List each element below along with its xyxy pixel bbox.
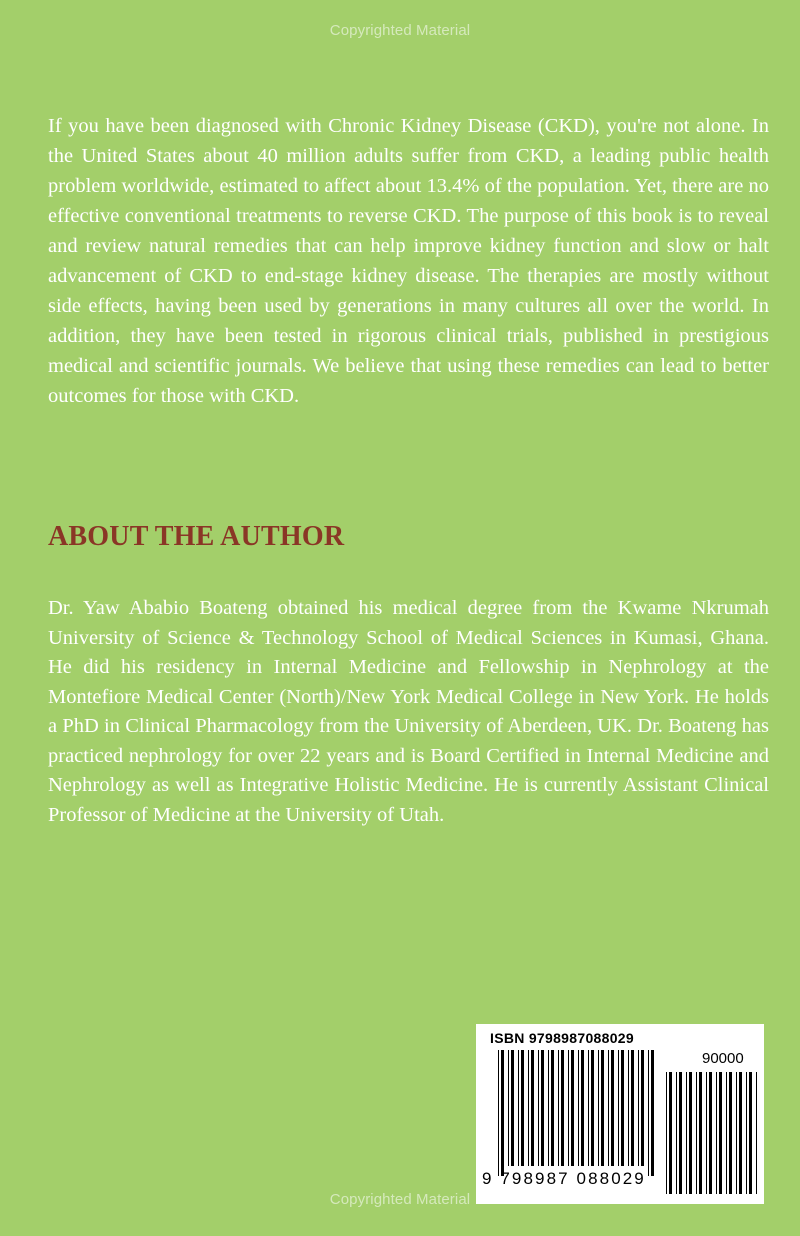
barcode-bar	[719, 1072, 722, 1194]
barcode-bar	[669, 1072, 672, 1194]
barcode-bar	[548, 1050, 549, 1166]
book-blurb: If you have been diagnosed with Chronic Kidney Disease (CKD), you're not alone. In the United States about 40 million adults suffer from CKD, a leading public health problem worldwide, estimated to affect about 13.4% of the population. Yet, there are no effective conventional treatments to reverse CKD. The purpose of this book is to reveal and review natural remedies that can help improve kidney function and slow or halt advancement of CKD to end-stage kidney disease. The therapies are mostly without side effects, having been used by generations in many cultures all over the world. In addition, they have been tested in rigorous clinical trials, published in prestigious medical and scientific journals. We believe that using these remedies can lead to better outcomes for those with CKD.	[48, 115, 769, 407]
barcode-bar	[628, 1050, 629, 1166]
barcode-bar	[648, 1050, 649, 1176]
barcode-bar	[736, 1072, 737, 1194]
barcode-bar	[641, 1050, 644, 1166]
author-bio: Dr. Yaw Ababio Boateng obtained his medical degree from the Kwame Nkrumah University of Science & Technology School of Medical Sciences in Kumasi, Ghana. He did his residency in Internal Medicine and Fellowship in Nephrology at the Montefiore Medical Center (North)/New York Medical College in New York. He holds a PhD in Clinical Pharmacology from the University of Aberdeen, UK. Dr. Boateng has practiced nephrology for over 22 years and is Board Certified in Internal Medicine and Nephrology as well as Integrative Holistic Medicine. He is currently Assistant Clinical Professor of Medicine at the University of Utah.	[48, 597, 769, 826]
barcode-bar	[538, 1050, 539, 1166]
barcode-bar	[666, 1072, 667, 1194]
barcode-bar	[638, 1050, 639, 1166]
barcode-bar	[558, 1050, 559, 1166]
barcode-bar	[528, 1050, 529, 1166]
barcode-bar	[709, 1072, 712, 1194]
barcode-bar	[726, 1072, 727, 1194]
barcode-bar	[611, 1050, 614, 1166]
barcode-bar	[686, 1072, 687, 1194]
barcode-bar	[598, 1050, 599, 1166]
barcode-bar	[518, 1050, 519, 1166]
barcode-bar	[608, 1050, 609, 1166]
barcode-bar	[591, 1050, 594, 1166]
barcode-bar	[541, 1050, 544, 1166]
barcode-bar	[588, 1050, 589, 1166]
barcode-bar	[568, 1050, 569, 1166]
barcode-bar	[746, 1072, 747, 1194]
barcode-bar	[531, 1050, 534, 1166]
barcode-bar	[651, 1050, 654, 1176]
barcode-bar	[508, 1050, 509, 1166]
isbn-digits: 9 798987 088029	[482, 1169, 646, 1188]
barcode-bar	[689, 1072, 692, 1194]
barcode-bar	[618, 1050, 619, 1166]
barcode-bar	[551, 1050, 554, 1166]
barcode-bar	[706, 1072, 707, 1194]
barcode-bar	[756, 1072, 757, 1194]
barcode-bar	[749, 1072, 752, 1194]
barcode-bar	[601, 1050, 604, 1166]
barcode-bar	[699, 1072, 702, 1194]
barcode-bar	[581, 1050, 584, 1166]
barcode-bar	[716, 1072, 717, 1194]
barcode-bar	[729, 1072, 732, 1194]
about-author-heading: ABOUT THE AUTHOR	[48, 521, 345, 552]
barcode-bar	[511, 1050, 514, 1166]
isbn-barcode	[476, 1024, 764, 1204]
barcode-bar	[621, 1050, 624, 1166]
barcode-bar	[521, 1050, 524, 1166]
copyright-watermark-top: Copyrighted Material	[329, 22, 471, 39]
barcode-bar	[501, 1050, 504, 1176]
price-code: 90000	[702, 1050, 744, 1067]
barcode-bar	[498, 1050, 499, 1176]
barcode-bar	[676, 1072, 677, 1194]
barcode-bar	[571, 1050, 574, 1166]
barcode-bar	[739, 1072, 742, 1194]
barcode-bar	[679, 1072, 682, 1194]
barcode-bar	[578, 1050, 579, 1166]
copyright-watermark-bottom: Copyrighted Material	[329, 1191, 471, 1208]
barcode-bar	[631, 1050, 634, 1166]
isbn-label: ISBN 9798987088029	[490, 1030, 634, 1046]
barcode-bar	[561, 1050, 564, 1166]
barcode-bar	[696, 1072, 697, 1194]
